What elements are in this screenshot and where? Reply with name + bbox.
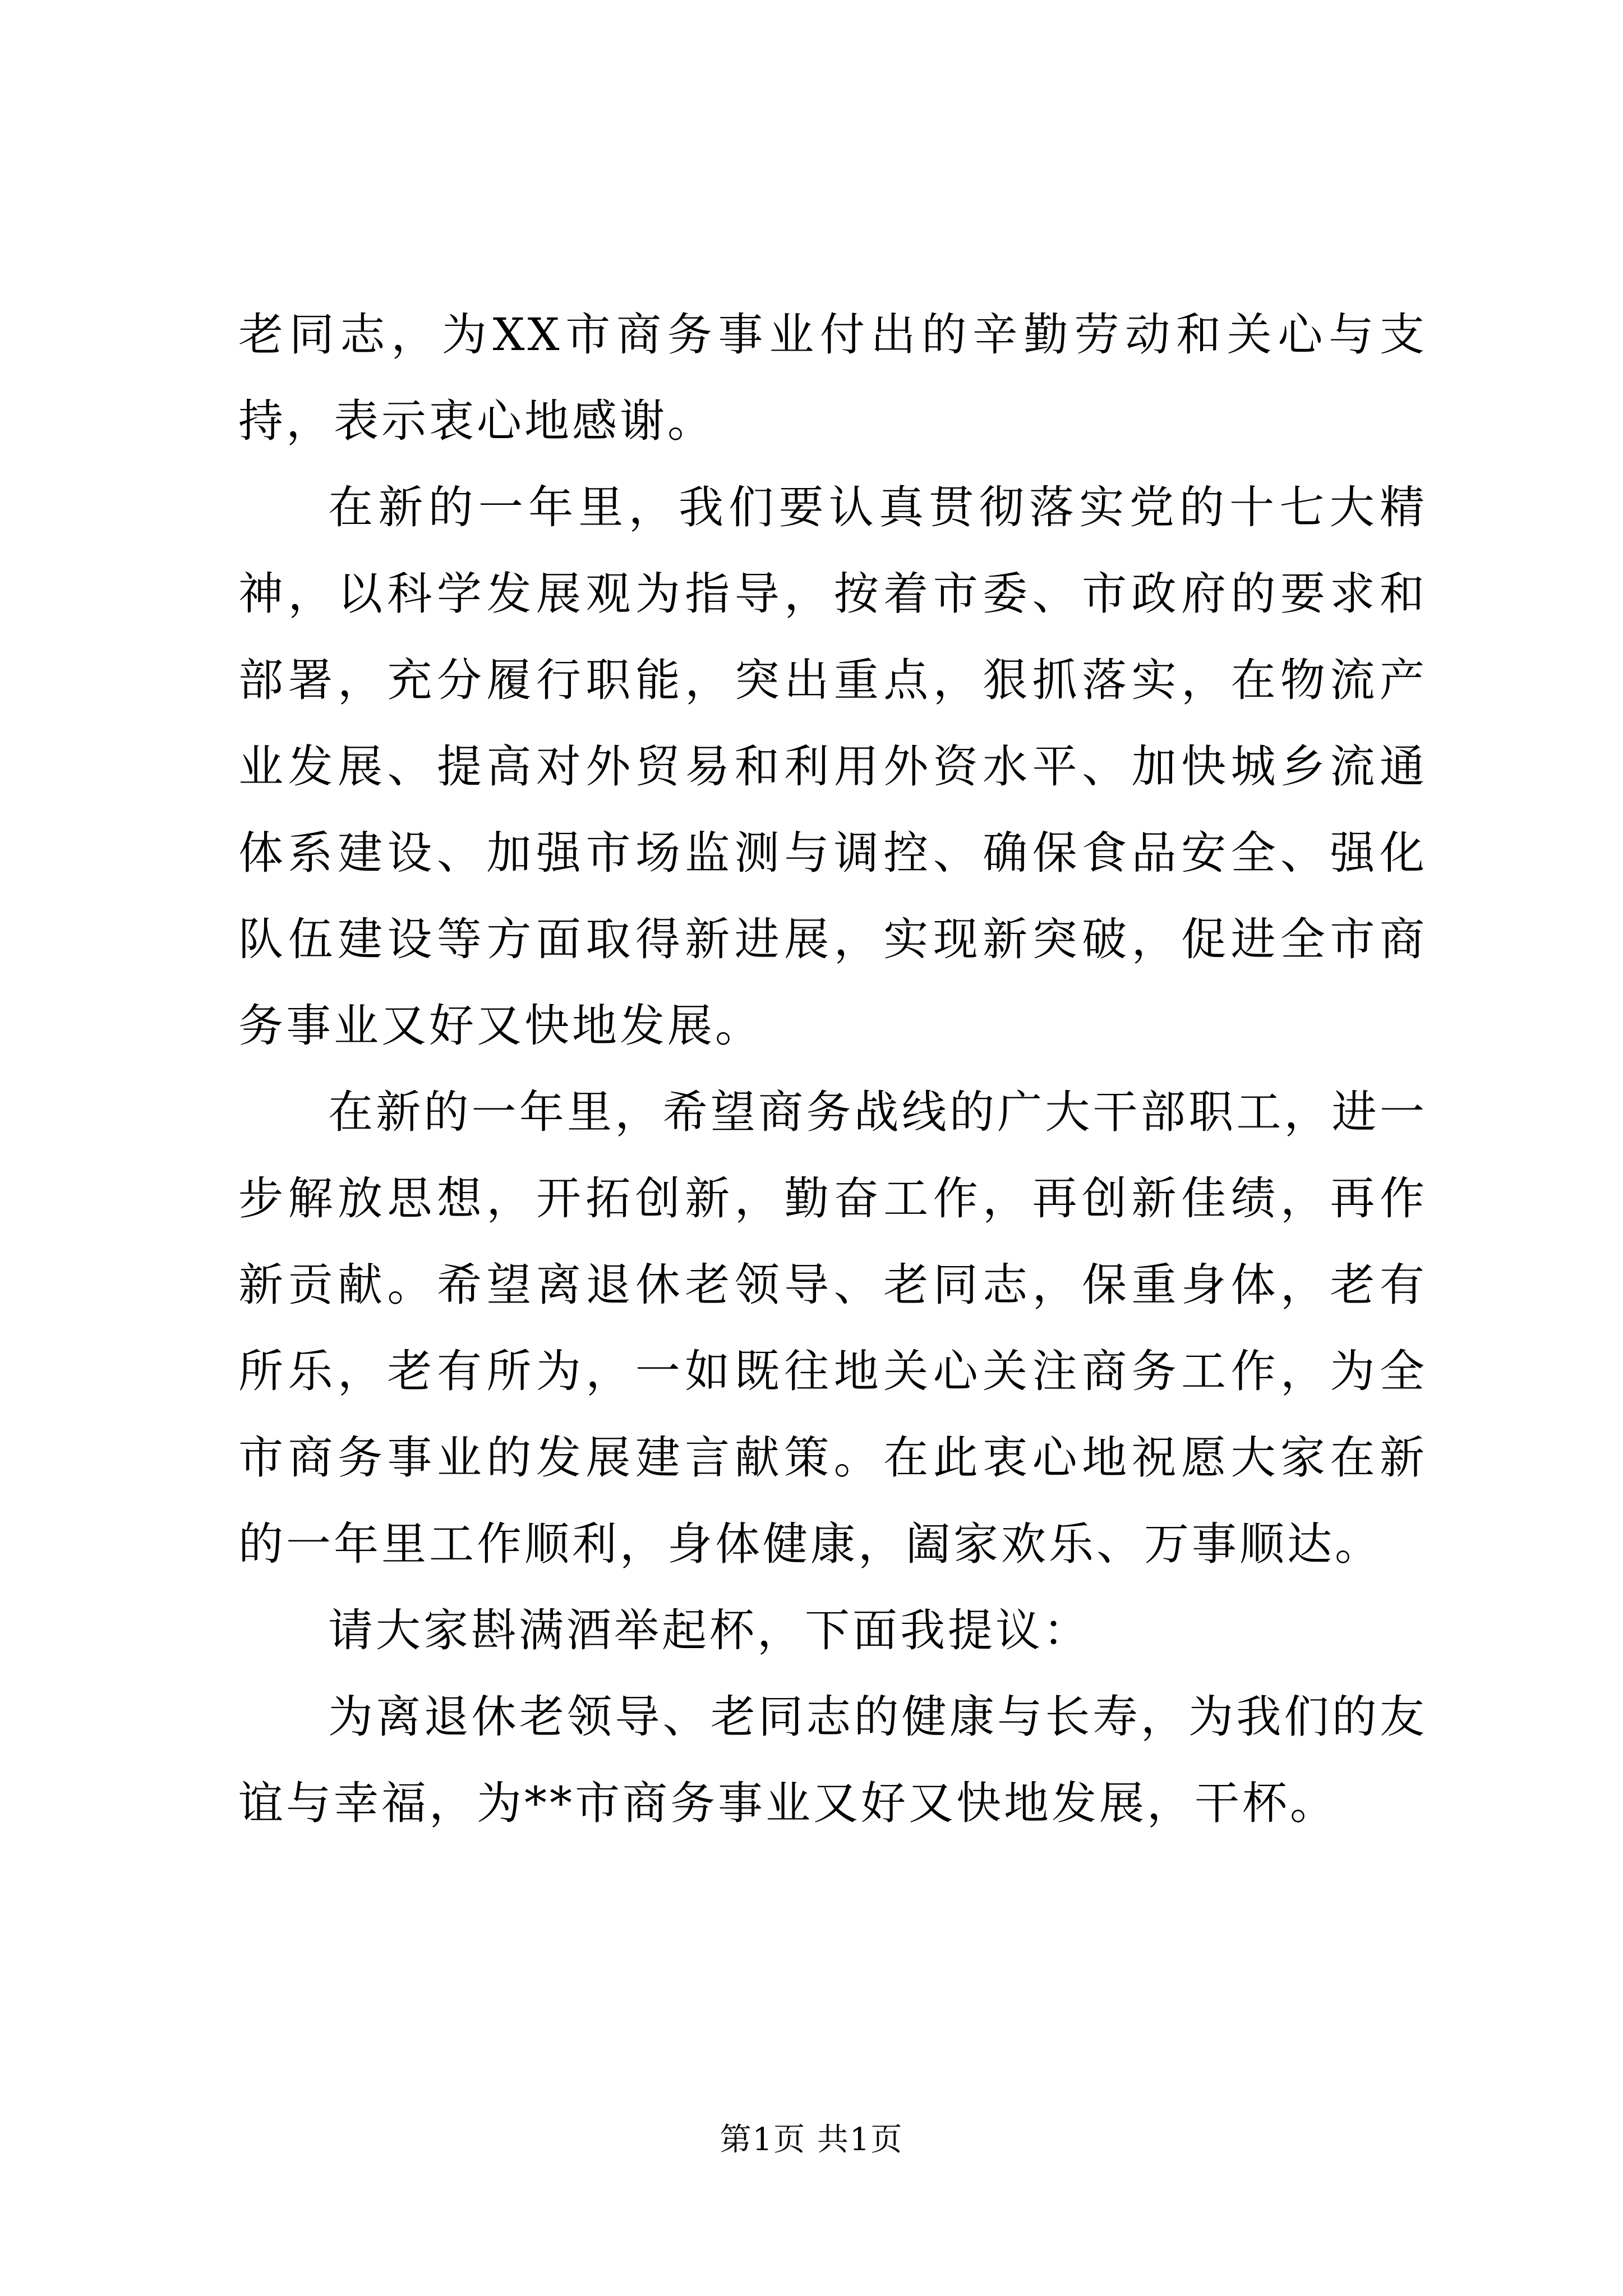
paragraph-toast: 为离退休老领导、老同志的健康与长寿，为我们的友谊与幸福，为**市商务事业又好又快地发展，干杯。 [238, 1691, 1427, 1829]
paragraph-continuation: 老同志，为XX市商务事业付出的辛勤劳动和关心与支持，表示衷心地感谢。 [238, 309, 1427, 447]
page-number-footer: 第1页 共1页 [720, 2122, 903, 2158]
paragraph-new-year-goals: 在新的一年里，我们要认真贯彻落实党的十七大精神，以科学发展观为指导，按着市委、市政府的要求和部署，充分履行职能，突出重点，狠抓落实，在物流产业发展、提高对外贸易和利用外资水平、加快城乡流通体系建设、加强市场监测与调控、确保食品安全、强化队伍建设等方面取得新进展，实现新突破，促进全市商务事业又好又快地发展。 [238, 481, 1427, 1052]
paragraph-toast-invitation: 请大家斟满酒举起杯，下面我提议： [328, 1604, 1091, 1657]
paragraph-new-year-wishes: 在新的一年里，希望商务战线的广大干部职工，进一步解放思想，开拓创新，勤奋工作，再创新佳绩，再作新贡献。希望离退休老领导、老同志，保重身体，老有所乐，老有所为，一如既往地关心关注商务工作，为全市商务事业的发展建言献策。在此衷心地祝愿大家在新的一年里工作顺利，身体健康，阖家欢乐、万事顺达。 [238, 1086, 1427, 1570]
document-body [238, 292, 1427, 1847]
